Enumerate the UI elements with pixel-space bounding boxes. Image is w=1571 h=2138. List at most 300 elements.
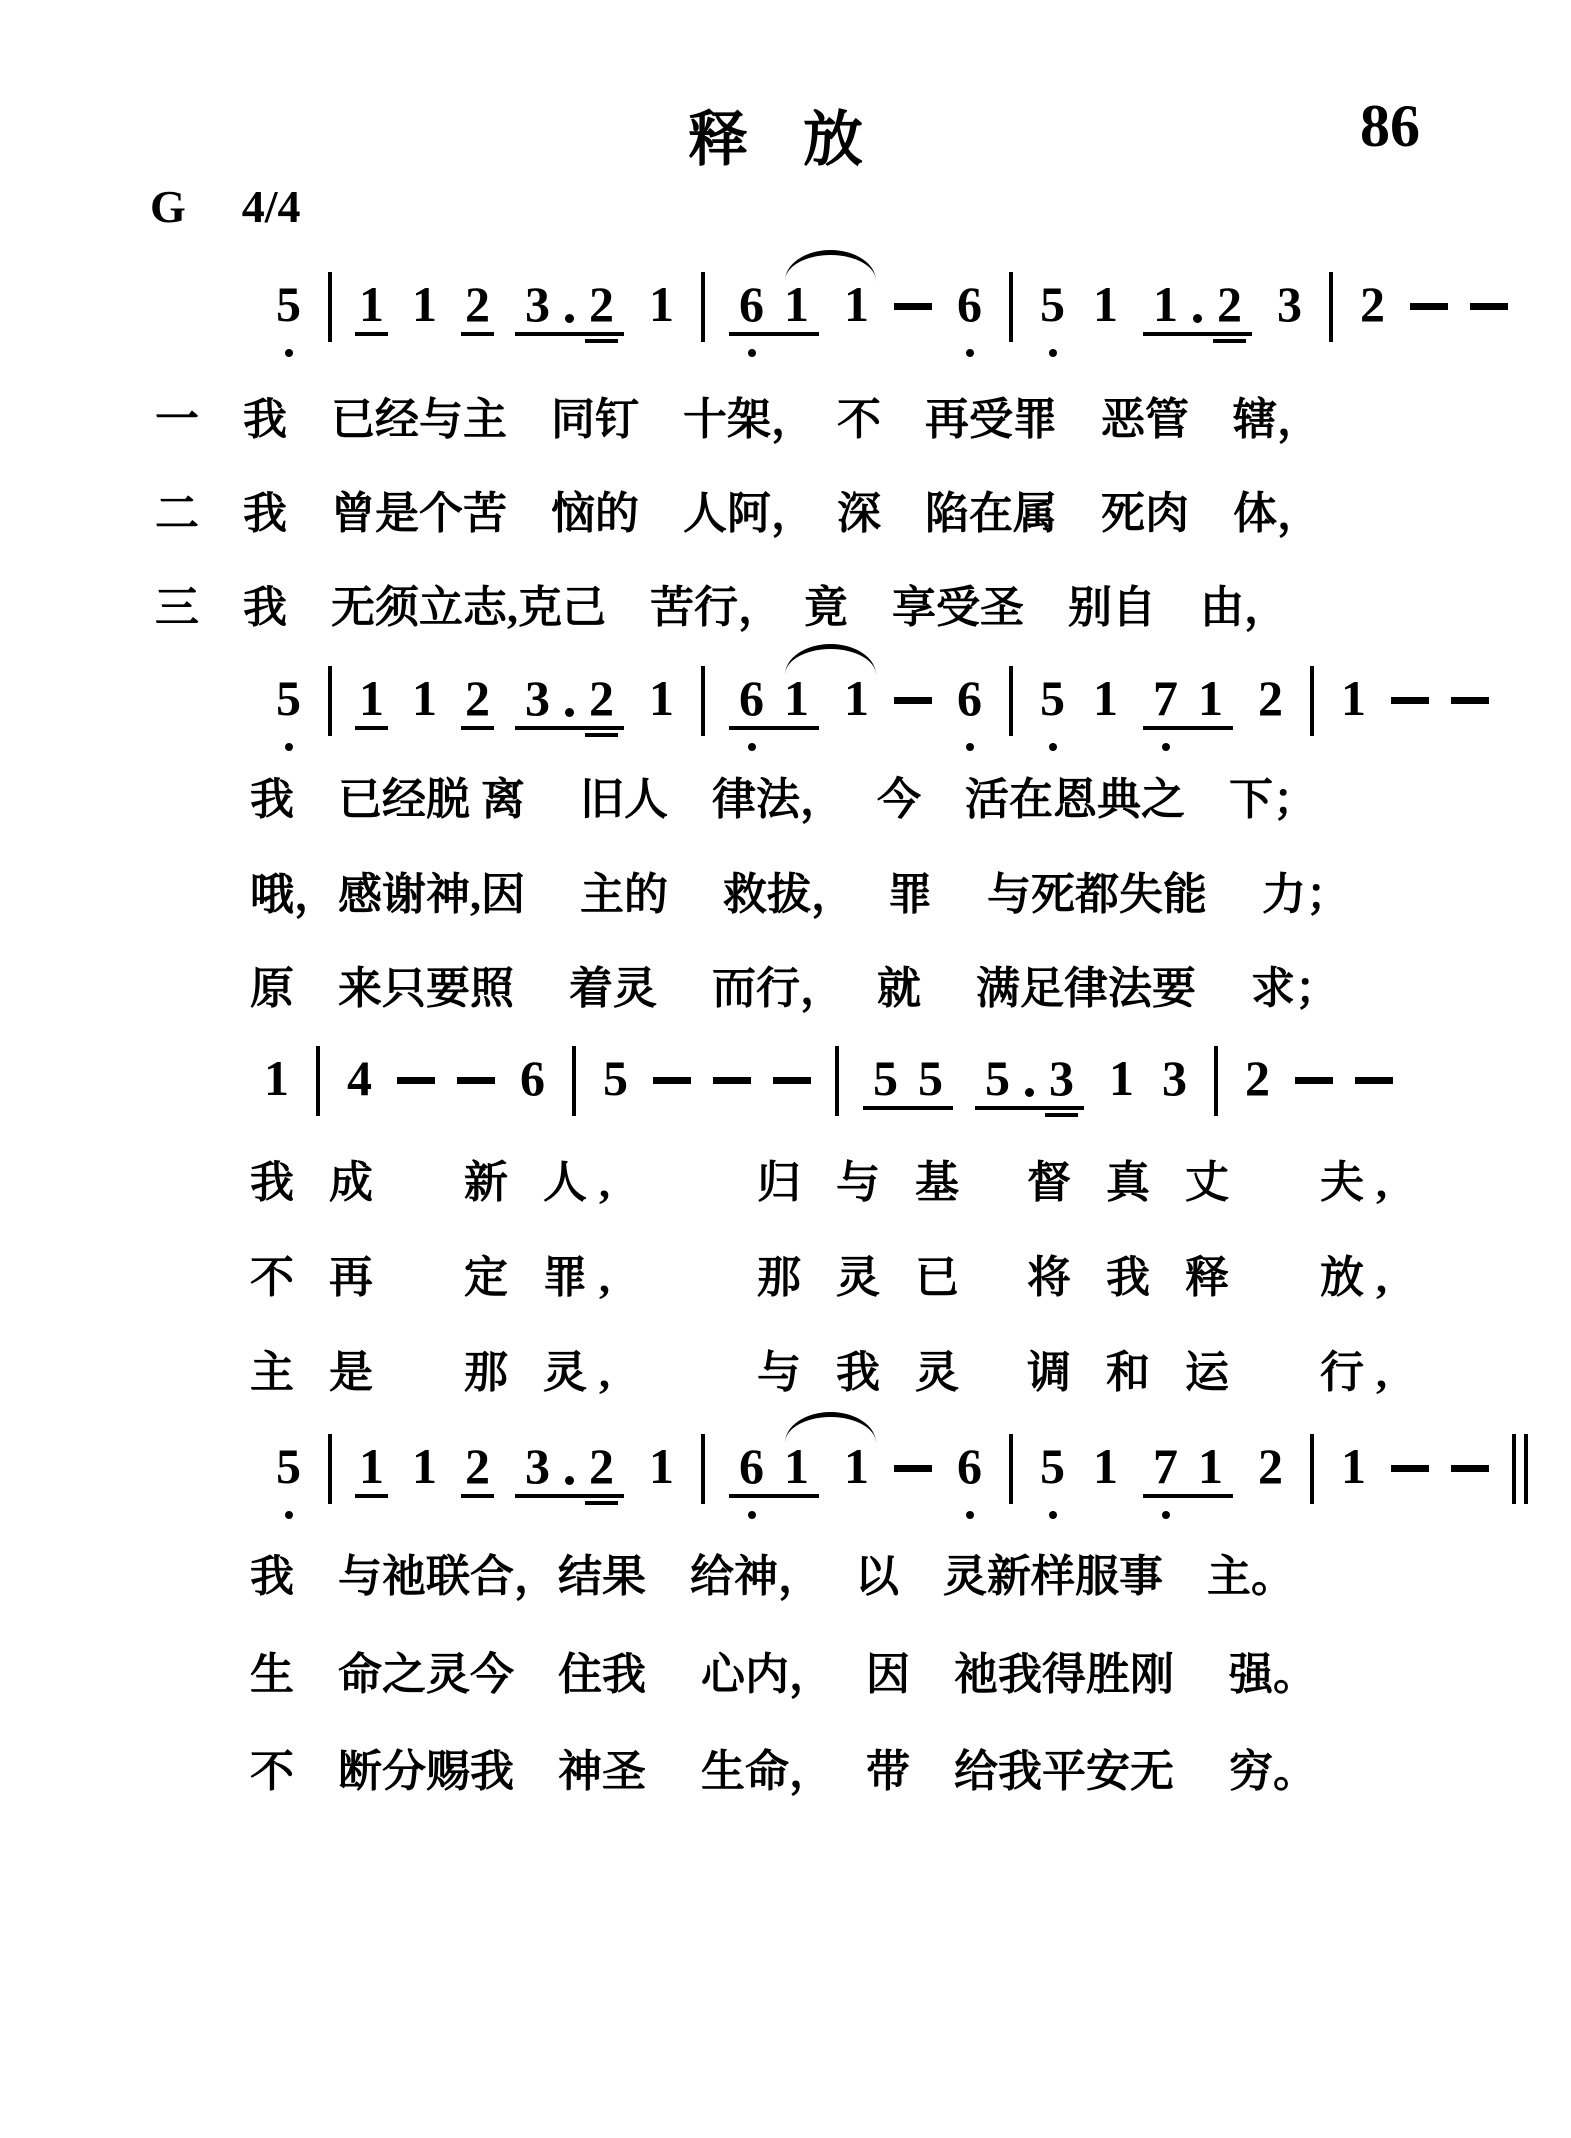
music-note <box>462 672 493 752</box>
note-digit: 5 <box>276 1438 301 1494</box>
lyric-line-verse1-d: 我 与祂联合，结果 给神， 以 灵新样服事 主。 <box>250 1552 1295 1601</box>
lyric-line-verse2-b: 哦，感谢神,因 主的 救拔， 罪 与死都失能 力； <box>250 870 1350 919</box>
octave-dot-zone <box>784 740 809 752</box>
octave-dot-zone <box>649 346 674 358</box>
note-digit: 6 <box>739 670 764 726</box>
low-octave-dot <box>748 349 756 357</box>
music-note <box>586 1440 617 1520</box>
low-octave-dot <box>1049 1511 1057 1519</box>
beam-group <box>729 1440 819 1520</box>
octave-dot-zone <box>1198 740 1223 752</box>
music-note <box>409 672 440 752</box>
octave-dot-zone <box>1153 346 1178 358</box>
octave-dot-zone <box>1153 1508 1178 1520</box>
lyric-line-verse3-a: 三 我 无须立志,克己 苦行， 竟 享受圣 别自 由， <box>155 583 1288 632</box>
note-digit: 5 <box>603 1050 628 1106</box>
beam-underline <box>863 1106 953 1110</box>
music-note <box>1150 1440 1181 1520</box>
note-digit: 3 <box>525 670 550 726</box>
underline-zone <box>844 1492 869 1508</box>
music-note <box>344 1052 375 1132</box>
music-note <box>870 1052 901 1132</box>
key-time-signature <box>150 180 301 233</box>
music-note <box>586 278 617 358</box>
music-line-3 <box>250 1052 1404 1132</box>
note-digit: 1 <box>1109 1050 1134 1106</box>
beam-group <box>729 278 819 358</box>
barline <box>1009 272 1013 342</box>
duration-dash <box>894 1465 932 1472</box>
note-digit: 6 <box>520 1050 545 1106</box>
octave-dot-zone <box>264 1120 289 1132</box>
duration-dash <box>457 1077 495 1084</box>
music-note <box>1037 672 1068 752</box>
underline-zone <box>1162 1104 1187 1120</box>
note-digit: 2 <box>1258 670 1283 726</box>
barline <box>701 666 705 736</box>
note-underline <box>461 1494 494 1498</box>
barline <box>835 1046 839 1116</box>
underline-zone <box>957 330 982 346</box>
note-digit: 6 <box>957 276 982 332</box>
underline-zone <box>1341 724 1366 740</box>
note-digit: 1 <box>784 670 809 726</box>
note-digit: 5 <box>918 1050 943 1106</box>
barline <box>316 1046 320 1116</box>
note-underline <box>355 332 388 336</box>
barline <box>1310 1434 1314 1504</box>
octave-dot-zone <box>412 740 437 752</box>
underline-zone <box>412 724 437 740</box>
low-octave-dot <box>1049 349 1057 357</box>
underline-zone <box>1040 1492 1065 1508</box>
note-digit: 1 <box>359 1438 384 1494</box>
beam-group <box>515 672 624 752</box>
note-digit: 2 <box>465 670 490 726</box>
octave-dot-zone <box>873 1120 898 1132</box>
underline-zone <box>1258 1492 1283 1508</box>
music-note-tied <box>841 672 872 752</box>
octave-dot-zone <box>739 1508 764 1520</box>
duration-dash <box>1470 303 1508 310</box>
underline-zone <box>649 330 674 346</box>
music-note <box>646 278 677 358</box>
octave-dot-zone <box>918 1120 943 1132</box>
music-note-tied <box>841 278 872 358</box>
underline-zone <box>359 330 384 346</box>
music-note <box>954 672 985 752</box>
note-digit: 7 <box>1153 670 1178 726</box>
beam-group <box>863 1052 953 1132</box>
duration-dash <box>1391 697 1429 704</box>
duration-dash <box>1391 1465 1429 1472</box>
barline <box>328 1434 332 1504</box>
note-digit: 2 <box>1258 1438 1283 1494</box>
augmentation-dot <box>565 314 574 323</box>
music-note <box>517 1052 548 1132</box>
music-line-2 <box>262 672 1500 752</box>
octave-dot-zone <box>1109 1120 1134 1132</box>
underline-zone <box>603 1104 628 1120</box>
augmentation-dot <box>1025 1088 1034 1097</box>
note-digit: 5 <box>985 1050 1010 1106</box>
octave-dot-zone <box>589 346 614 358</box>
note-underline <box>355 726 388 730</box>
lyric-line-verse2-d: 生 命之灵今 住我 心内， 因 祂我得胜刚 强。 <box>250 1650 1317 1699</box>
low-octave-dot <box>966 1511 974 1519</box>
music-note <box>273 1440 304 1520</box>
octave-dot-zone <box>784 346 809 358</box>
music-note <box>1090 672 1121 752</box>
underline-zone <box>1040 724 1065 740</box>
underline-zone <box>1093 330 1118 346</box>
music-note <box>781 278 812 358</box>
barline <box>572 1046 576 1116</box>
octave-dot-zone <box>465 346 490 358</box>
beam-group <box>1143 278 1252 358</box>
music-note <box>356 1440 387 1520</box>
underline-zone <box>1258 724 1283 740</box>
duration-dash <box>1295 1077 1333 1084</box>
octave-dot-zone <box>276 346 301 358</box>
octave-dot-zone <box>844 346 869 358</box>
barline <box>328 666 332 736</box>
note-digit: 4 <box>347 1050 372 1106</box>
barline <box>701 1434 705 1504</box>
octave-dot-zone <box>1245 1120 1270 1132</box>
beam-underline <box>729 726 819 730</box>
underline-zone <box>465 724 490 740</box>
octave-dot-zone <box>589 740 614 752</box>
duration-dash <box>1355 1077 1393 1084</box>
music-line-1 <box>262 278 1519 358</box>
duration-dash <box>1451 1465 1489 1472</box>
barline <box>1009 666 1013 736</box>
note-underline <box>585 1501 618 1505</box>
underline-zone <box>1093 1492 1118 1508</box>
note-digit: 6 <box>957 670 982 726</box>
underline-zone <box>844 330 869 346</box>
music-note <box>356 672 387 752</box>
duration-dash <box>894 303 932 310</box>
low-octave-dot <box>1049 743 1057 751</box>
note-digit: 1 <box>359 670 384 726</box>
note-digit: 6 <box>957 1438 982 1494</box>
barline <box>328 272 332 342</box>
low-octave-dot <box>285 743 293 751</box>
music-note <box>462 278 493 358</box>
lyric-line-verse1-c: 我 成 新 人, 归 与 基 督 真 丈 夫, <box>250 1158 1399 1207</box>
underline-zone <box>276 724 301 740</box>
barline <box>1329 272 1333 342</box>
note-digit: 1 <box>649 276 674 332</box>
note-digit: 1 <box>1198 670 1223 726</box>
octave-dot-zone <box>1093 1508 1118 1520</box>
duration-dash <box>713 1077 751 1084</box>
octave-dot-zone <box>1093 346 1118 358</box>
note-digit: 3 <box>1162 1050 1187 1106</box>
note-digit: 1 <box>1341 670 1366 726</box>
octave-dot-zone <box>649 740 674 752</box>
octave-dot-zone <box>276 1508 301 1520</box>
octave-dot-zone <box>1049 1120 1074 1132</box>
music-note-tied <box>841 1440 872 1520</box>
lyric-line-verse1-b: 我 已经脱 离 旧人 律法， 今 活在恩典之 下； <box>250 775 1317 824</box>
music-note <box>1150 672 1181 752</box>
octave-dot-zone <box>844 740 869 752</box>
octave-dot-zone <box>1217 346 1242 358</box>
underline-zone <box>649 1492 674 1508</box>
octave-dot-zone <box>844 1508 869 1520</box>
octave-dot-zone <box>1040 346 1065 358</box>
music-note <box>1255 1440 1286 1520</box>
octave-dot-zone <box>412 1508 437 1520</box>
octave-dot-zone <box>1040 740 1065 752</box>
octave-dot-zone <box>465 740 490 752</box>
music-note <box>522 278 553 358</box>
augmentation-dot <box>565 1476 574 1485</box>
music-note <box>915 1052 946 1132</box>
music-note <box>646 672 677 752</box>
low-octave-dot <box>748 1511 756 1519</box>
music-note <box>1357 278 1388 358</box>
note-digit: 5 <box>276 670 301 726</box>
page-title: 释 放 <box>688 107 883 173</box>
augmentation-dot <box>1193 314 1202 323</box>
octave-dot-zone <box>465 1508 490 1520</box>
note-digit: 2 <box>589 670 614 726</box>
note-underline <box>1213 339 1246 343</box>
octave-dot-zone <box>784 1508 809 1520</box>
key-signature: G <box>150 181 186 232</box>
octave-dot-zone <box>1198 1508 1223 1520</box>
barline <box>1310 666 1314 736</box>
beam-underline <box>975 1106 1084 1110</box>
underline-zone <box>1109 1104 1134 1120</box>
octave-dot-zone <box>739 346 764 358</box>
underline-zone <box>844 724 869 740</box>
note-digit: 1 <box>784 276 809 332</box>
music-note <box>1214 278 1245 358</box>
underline-zone <box>1245 1104 1270 1120</box>
beam-group <box>1143 672 1233 752</box>
note-digit: 1 <box>412 1438 437 1494</box>
octave-dot-zone <box>520 1120 545 1132</box>
music-note <box>1150 278 1181 358</box>
music-note <box>1242 1052 1273 1132</box>
music-note <box>600 1052 631 1132</box>
note-digit: 2 <box>1217 276 1242 332</box>
music-note <box>1090 278 1121 358</box>
underline-zone <box>359 724 384 740</box>
octave-dot-zone <box>1341 740 1366 752</box>
music-note <box>736 1440 767 1520</box>
note-digit: 1 <box>1093 670 1118 726</box>
beam-group <box>515 1440 624 1520</box>
note-digit: 3 <box>525 276 550 332</box>
beam-group <box>729 672 819 752</box>
underline-zone <box>957 1492 982 1508</box>
octave-dot-zone <box>985 1120 1010 1132</box>
low-octave-dot <box>748 743 756 751</box>
underline-zone <box>412 330 437 346</box>
lyric-line-verse2-a: 二 我 曾是个苦 恼的 人阿， 深 陷在属 死肉 体， <box>155 489 1321 538</box>
underline-zone <box>465 1492 490 1508</box>
note-digit: 1 <box>1093 276 1118 332</box>
octave-dot-zone <box>739 740 764 752</box>
note-digit: 5 <box>1040 276 1065 332</box>
duration-dash <box>1451 697 1489 704</box>
note-digit: 2 <box>1245 1050 1270 1106</box>
note-digit: 1 <box>649 1438 674 1494</box>
octave-dot-zone <box>1153 740 1178 752</box>
note-digit: 2 <box>465 1438 490 1494</box>
music-note <box>1090 1440 1121 1520</box>
beam-group <box>975 1052 1084 1132</box>
note-digit: 1 <box>649 670 674 726</box>
underline-zone <box>412 1492 437 1508</box>
note-digit: 3 <box>525 1438 550 1494</box>
octave-dot-zone <box>957 1508 982 1520</box>
music-note <box>273 672 304 752</box>
note-digit: 1 <box>1198 1438 1223 1494</box>
note-digit: 6 <box>739 1438 764 1494</box>
octave-dot-zone <box>359 346 384 358</box>
music-note <box>1159 1052 1190 1132</box>
music-note <box>1046 1052 1077 1132</box>
music-note <box>781 1440 812 1520</box>
barline <box>1214 1046 1218 1116</box>
octave-dot-zone <box>359 1508 384 1520</box>
note-digit: 1 <box>784 1438 809 1494</box>
lyric-line-verse1-a: 一 我 已经与主 同钉 十架， 不 再受罪 恶管 辖， <box>155 395 1321 444</box>
note-underline <box>461 332 494 336</box>
note-underline <box>355 1494 388 1498</box>
music-note <box>736 672 767 752</box>
music-note <box>1255 672 1286 752</box>
note-digit: 3 <box>1049 1050 1074 1106</box>
note-digit: 1 <box>1341 1438 1366 1494</box>
note-digit: 1 <box>359 276 384 332</box>
underline-zone <box>1360 330 1385 346</box>
note-digit: 5 <box>276 276 301 332</box>
duration-dash <box>894 697 932 704</box>
underline-zone <box>649 724 674 740</box>
octave-dot-zone <box>1040 1508 1065 1520</box>
note-digit: 1 <box>1093 1438 1118 1494</box>
octave-dot-zone <box>1258 740 1283 752</box>
beam-underline <box>1143 332 1252 336</box>
music-note <box>954 278 985 358</box>
low-octave-dot <box>966 743 974 751</box>
note-digit: 2 <box>589 276 614 332</box>
underline-zone <box>347 1104 372 1120</box>
underline-zone <box>1093 724 1118 740</box>
octave-dot-zone <box>1258 1508 1283 1520</box>
octave-dot-zone <box>957 346 982 358</box>
lyric-line-verse3-b: 原 来只要照 着灵 而行， 就 满足律法要 求； <box>250 964 1339 1013</box>
music-note <box>409 278 440 358</box>
music-note <box>1338 1440 1369 1520</box>
beam-group <box>1143 1440 1233 1520</box>
underline-zone <box>1040 330 1065 346</box>
music-line-4 <box>262 1440 1540 1520</box>
low-octave-dot <box>285 1511 293 1519</box>
note-digit: 6 <box>739 276 764 332</box>
underline-zone <box>1341 1492 1366 1508</box>
music-note <box>1037 1440 1068 1520</box>
page-number: 86 <box>1360 93 1420 159</box>
beam-group <box>515 278 624 358</box>
underline-zone <box>264 1104 289 1120</box>
music-note <box>586 672 617 752</box>
music-note <box>736 278 767 358</box>
music-note <box>1037 278 1068 358</box>
beam-underline <box>515 1494 624 1498</box>
duration-dash <box>773 1077 811 1084</box>
note-digit: 1 <box>412 276 437 332</box>
underline-zone <box>276 330 301 346</box>
beam-underline <box>1143 1494 1233 1498</box>
lyric-line-verse2-c: 不 再 定 罪, 那 灵 已 将 我 释 放, <box>250 1253 1399 1302</box>
music-note <box>1274 278 1305 358</box>
note-underline <box>461 726 494 730</box>
duration-dash <box>397 1077 435 1084</box>
music-note <box>261 1052 292 1132</box>
note-digit: 1 <box>412 670 437 726</box>
note-digit: 1 <box>1153 276 1178 332</box>
lyric-line-verse3-d: 不 断分赐我 神圣 生命， 带 给我平安无 穷。 <box>250 1747 1317 1796</box>
music-note <box>982 1052 1013 1132</box>
octave-dot-zone <box>1341 1508 1366 1520</box>
duration-dash <box>653 1077 691 1084</box>
music-note <box>273 278 304 358</box>
final-barline-stroke <box>1524 1434 1528 1504</box>
octave-dot-zone <box>1093 740 1118 752</box>
final-barline-stroke <box>1512 1434 1516 1504</box>
underline-zone <box>359 1492 384 1508</box>
underline-zone <box>957 724 982 740</box>
music-note <box>1195 672 1226 752</box>
low-octave-dot <box>1162 1511 1170 1519</box>
note-digit: 2 <box>465 276 490 332</box>
beam-underline <box>729 332 819 336</box>
beam-underline <box>1143 726 1233 730</box>
octave-dot-zone <box>359 740 384 752</box>
music-note <box>954 1440 985 1520</box>
note-underline <box>585 339 618 343</box>
underline-zone <box>1277 330 1302 346</box>
octave-dot-zone <box>525 1508 550 1520</box>
low-octave-dot <box>1162 743 1170 751</box>
note-digit: 1 <box>844 1438 869 1494</box>
underline-zone <box>276 1492 301 1508</box>
octave-dot-zone <box>525 346 550 358</box>
octave-dot-zone <box>589 1508 614 1520</box>
octave-dot-zone <box>603 1120 628 1132</box>
octave-dot-zone <box>276 740 301 752</box>
music-note <box>522 672 553 752</box>
note-underline <box>585 733 618 737</box>
note-digit: 3 <box>1277 276 1302 332</box>
music-note <box>522 1440 553 1520</box>
octave-dot-zone <box>1277 346 1302 358</box>
note-digit: 5 <box>1040 670 1065 726</box>
low-octave-dot <box>285 349 293 357</box>
music-note <box>462 1440 493 1520</box>
lyric-line-verse3-c: 主 是 那 灵, 与 我 灵 调 和 运 行, <box>250 1348 1399 1397</box>
music-note <box>1106 1052 1137 1132</box>
